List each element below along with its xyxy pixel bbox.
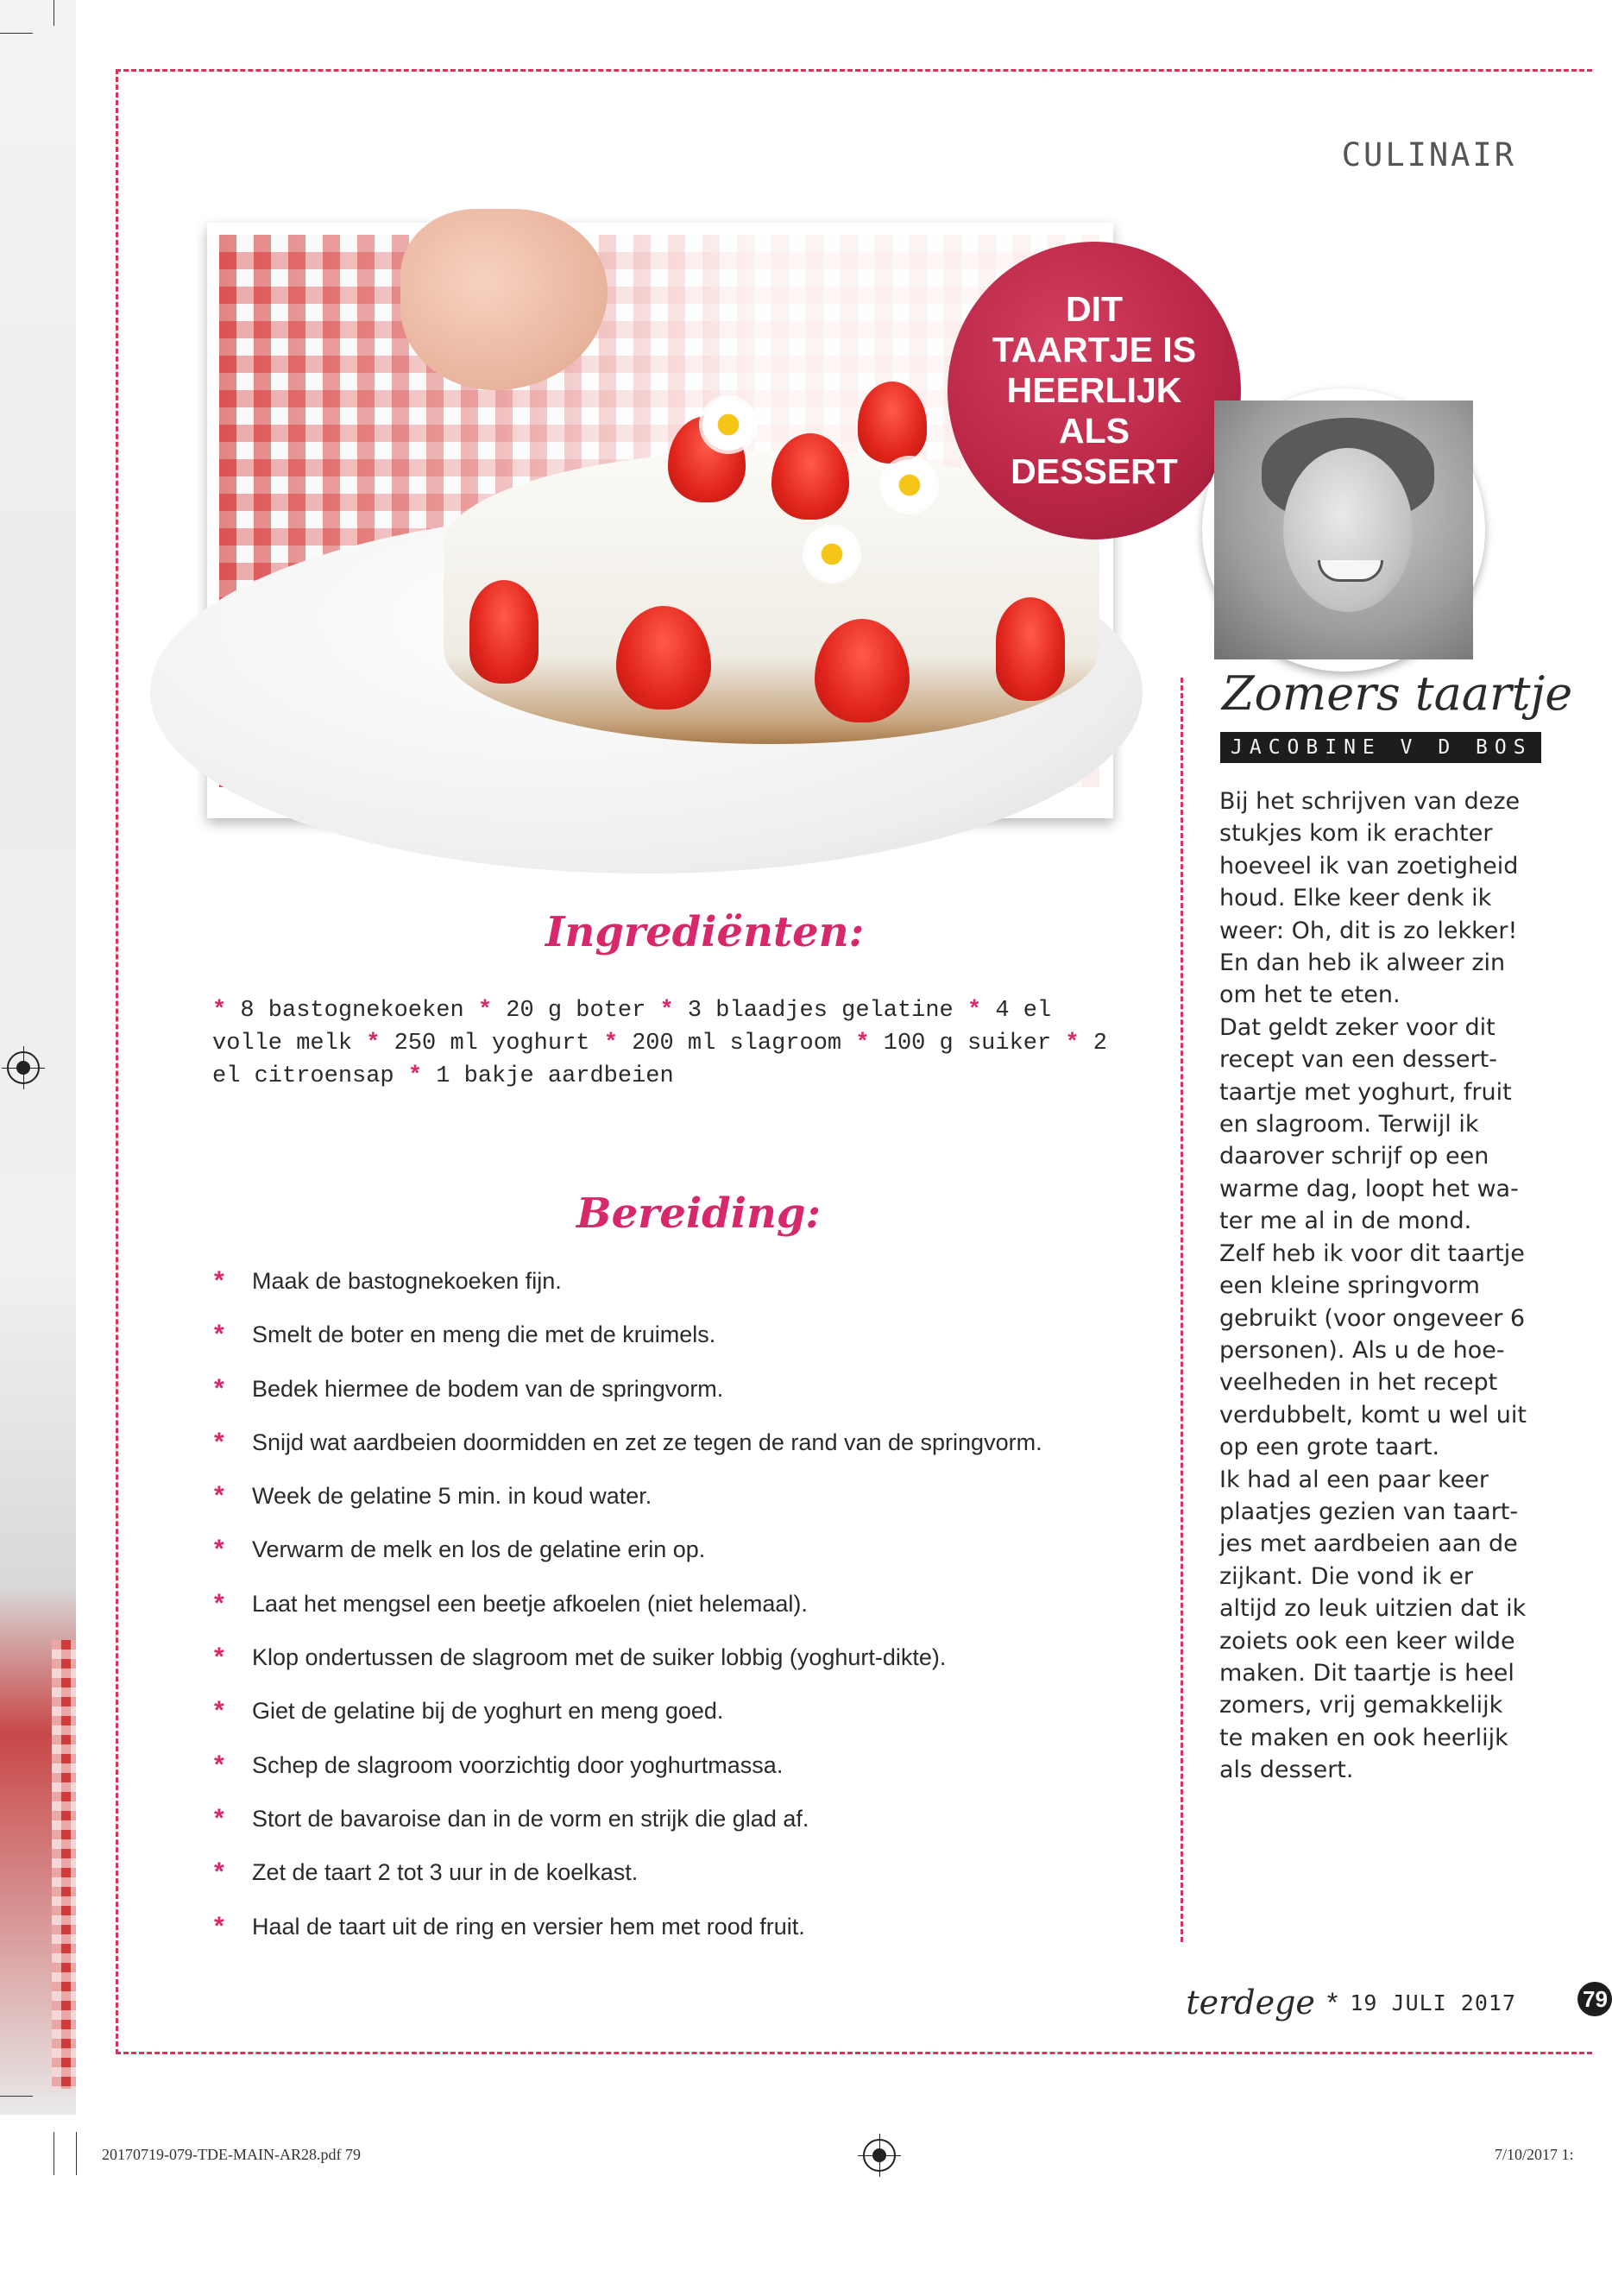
bullet-star-icon: * <box>214 1750 224 1779</box>
tablecloth-pattern <box>52 1640 76 2089</box>
crop-mark <box>76 2132 77 2175</box>
step-item <box>212 1590 1127 1643</box>
dessert-badge <box>948 242 1241 539</box>
strawberry-shape <box>858 382 927 464</box>
step-text: Haal de taart uit de ring en versier hem met rood fruit. <box>252 1913 805 1940</box>
step-text: Schep de slagroom voorzichtig door yoghurtmassa. <box>252 1751 784 1778</box>
step-text: Snijd wat aardbeien doormidden en zet ze tegen de rand van de springvorm. <box>252 1429 1042 1455</box>
step-text: Stort de bavaroise dan in de vorm en strijk die glad af. <box>252 1805 809 1832</box>
step-item <box>212 1482 1127 1536</box>
ingredient-item: 200 ml slagroom <box>632 1031 842 1057</box>
page-number: 79 <box>1577 1982 1612 2016</box>
sidebar-paragraph: Bij het schrijven van deze stukjes kom ik erachter hoeveel ik van zoetigheid houd. Elke keer denk ik weer: Oh, dit is zo lekker! En dan heb ik alweer zin om het te eten. <box>1219 788 1521 1009</box>
author-portrait <box>1202 388 1485 672</box>
page-footer <box>1186 1984 1516 2022</box>
author-label: JACOBINE V D BOS <box>1220 732 1541 763</box>
bullet-star-icon: * <box>214 1911 224 1940</box>
bullet-star-icon: * <box>214 1643 224 1672</box>
step-text: Maak de bastognekoeken fijn. <box>252 1268 562 1294</box>
portrait-face <box>1283 448 1413 612</box>
step-text: Week de gelatine 5 min. in koud water. <box>252 1483 652 1510</box>
bullet-star-icon: * <box>603 1031 618 1057</box>
bullet-star-icon: * <box>477 998 493 1024</box>
bullet-star-icon: * <box>967 998 982 1024</box>
step-item <box>212 1536 1127 1589</box>
bullet-star-icon: * <box>659 998 674 1024</box>
bullet-star-icon: * <box>214 1696 224 1725</box>
bullet-star-icon: * <box>214 1427 224 1456</box>
bullet-star-icon: * <box>214 1858 224 1887</box>
ingredient-item: 1 bakje aardbeien <box>436 1063 674 1089</box>
ingredients-heading: Ingrediënten: <box>545 908 865 956</box>
sidebar-paragraph: Ik had al een paar keer plaatjes gezien van taart-jes met aardbeien aan de zijkant. Die vond ik er altijd zo leuk uitzien dat ik zoiets ook een keer wilde maken. Dit taartje is heel zomers, vrij gemakkelijk te maken en ook heerlijk als dessert. <box>1219 1466 1527 1784</box>
ingredient-item: 20 g boter <box>506 998 646 1024</box>
bullet-star-icon: * <box>214 1266 224 1295</box>
crosshair-registration-icon <box>7 1051 40 1084</box>
strawberry-shape <box>469 580 538 684</box>
bullet-star-icon: * <box>214 1481 224 1511</box>
bullet-star-icon: * <box>214 1320 224 1349</box>
footer-star-icon: * <box>1326 1986 1338 2018</box>
magazine-brand: terdege <box>1186 1984 1315 2022</box>
step-item <box>212 1429 1127 1482</box>
step-item <box>212 1321 1127 1374</box>
sidebar-paragraph: Dat geldt zeker voor dit recept van een dessert-taartje met yoghurt, fruit en slagroom. Terwijl ik daarover schrijf op een warme dag, loopt het wa-ter me al in de mond. <box>1219 1013 1519 1235</box>
print-slug-left: 20170719-079-TDE-MAIN-AR28.pdf 79 <box>102 2146 361 2163</box>
ingredient-item: 250 ml yoghurt <box>394 1031 590 1057</box>
print-slug-right: 7/10/2017 1: <box>1495 2146 1574 2163</box>
ingredient-item: 8 bastognekoeken <box>240 998 464 1024</box>
step-item <box>212 1643 1127 1697</box>
sidebar-title: Zomers taartje <box>1222 666 1573 721</box>
ingredient-item: 2 el citroensap <box>212 1031 1107 1089</box>
bullet-star-icon: * <box>1065 1031 1080 1057</box>
step-item <box>212 1751 1127 1805</box>
ingredients-list <box>212 994 1110 1093</box>
issue-date: 19 JULI 2017 <box>1350 1990 1516 2015</box>
bullet-star-icon: * <box>214 1803 224 1832</box>
bullet-star-icon: * <box>214 1535 224 1564</box>
badge-line: DIT <box>1065 289 1124 329</box>
bullet-star-icon: * <box>214 1373 224 1403</box>
ingredient-item: 3 blaadjes gelatine <box>687 998 954 1024</box>
sidebar-paragraph: Zelf heb ik voor dit taartje een kleine springvorm gebruikt (voor ongeveer 6 personen). Als u de hoe-veelheden in het recept verdubbelt, komt u wel uit op een grote taart. <box>1219 1239 1527 1461</box>
badge-line: HEERLIJK <box>1006 370 1182 410</box>
daisy-flower <box>806 528 858 580</box>
bullet-star-icon: * <box>366 1031 381 1057</box>
crosshair-registration-icon <box>863 2139 896 2172</box>
step-text: Giet de gelatine bij de yoghurt en meng goed. <box>252 1698 724 1725</box>
step-text: Smelt de boter en meng die met de kruimels. <box>252 1321 716 1348</box>
daisy-flower <box>702 399 754 451</box>
crop-mark <box>0 33 33 34</box>
ingredient-item: 100 g suiker <box>883 1031 1052 1057</box>
step-item <box>212 1375 1127 1429</box>
bullet-star-icon: * <box>407 1063 423 1089</box>
column-divider <box>1181 678 1183 1942</box>
bullet-star-icon: * <box>855 1031 870 1057</box>
daisy-flower <box>884 459 935 511</box>
badge-line: ALS <box>1059 411 1130 451</box>
step-item <box>212 1267 1127 1321</box>
step-text: Verwarm de melk en los de gelatine erin op. <box>252 1536 706 1563</box>
ingredient-item: 4 el volle melk <box>212 998 1052 1057</box>
step-text: Klop ondertussen de slagroom met de suiker lobbig (yoghurt-dikte). <box>252 1644 947 1671</box>
sidebar-body <box>1219 785 1530 1787</box>
step-text: Laat het mengsel een beetje afkoelen (niet helemaal). <box>252 1590 808 1617</box>
crop-mark <box>0 2096 33 2097</box>
step-text: Zet de taart 2 tot 3 uur in de koelkast. <box>252 1859 639 1886</box>
strawberry-shape <box>771 433 849 520</box>
section-label: CULINAIR <box>1341 136 1516 173</box>
preparation-steps <box>212 1267 1127 1966</box>
bullet-star-icon: * <box>214 1588 224 1618</box>
step-item <box>212 1697 1127 1750</box>
bullet-star-icon: * <box>212 998 227 1024</box>
step-item <box>212 1913 1127 1966</box>
badge-line: DESSERT <box>1011 451 1178 491</box>
badge-line: TAARTJE IS <box>992 330 1197 369</box>
hand-shape <box>400 209 608 390</box>
strawberry-shape <box>996 597 1065 701</box>
step-item <box>212 1858 1127 1912</box>
preparation-heading: Bereiding: <box>576 1189 822 1238</box>
step-text: Bedek hiermee de bodem van de springvorm. <box>252 1375 724 1402</box>
step-item <box>212 1805 1127 1858</box>
